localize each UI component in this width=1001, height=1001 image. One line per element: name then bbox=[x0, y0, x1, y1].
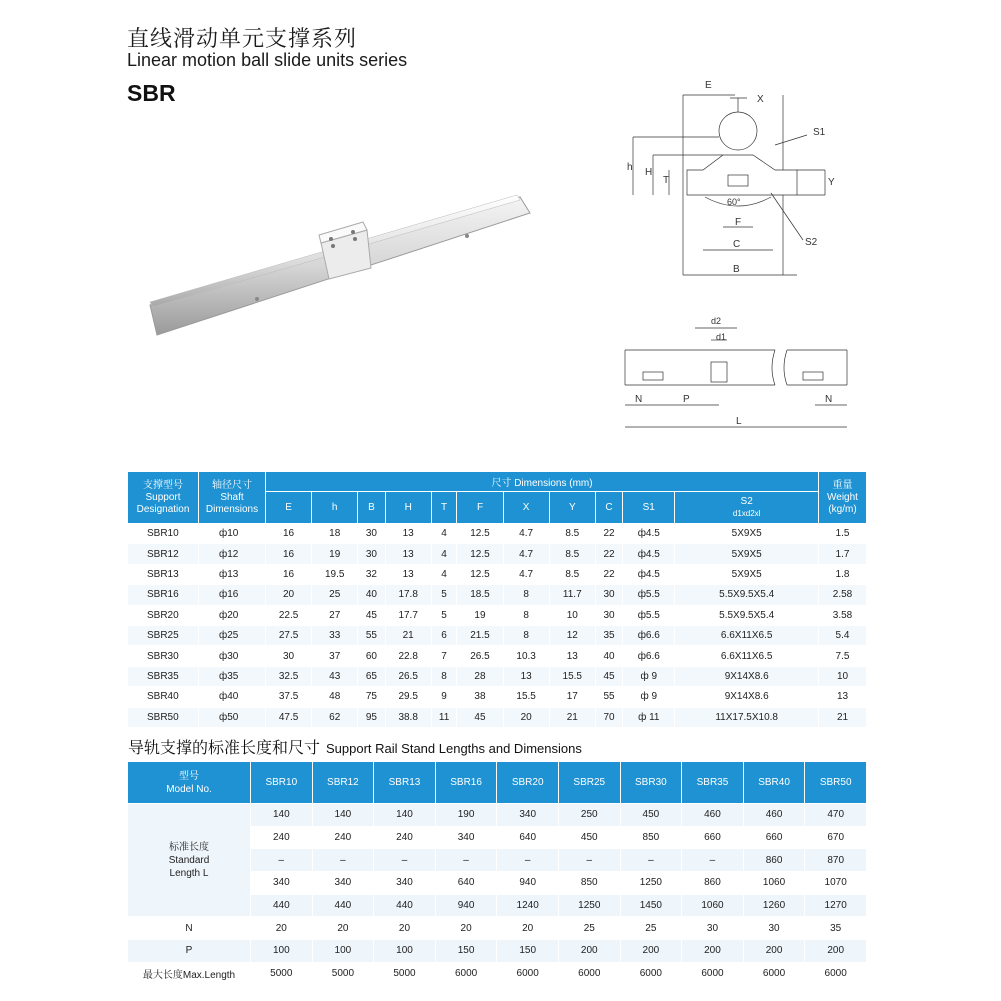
dimensions-cell: ф35 bbox=[199, 666, 266, 686]
label-angle: 60° bbox=[727, 197, 741, 207]
dimensions-cell: 4.7 bbox=[503, 564, 549, 584]
section2-title-en: Support Rail Stand Lengths and Dimensions bbox=[326, 741, 582, 756]
rail-lengths-cell: 1070 bbox=[805, 872, 867, 895]
rail-lengths-cell: 440 bbox=[251, 894, 313, 917]
dimensions-cell: ф 9 bbox=[623, 666, 675, 686]
dimensions-cell: ф6.6 bbox=[623, 625, 675, 645]
dimensions-row bbox=[128, 666, 867, 686]
dimensions-cell: 12 bbox=[549, 625, 595, 645]
rail-lengths-row bbox=[128, 940, 867, 963]
dimensions-cell: 21 bbox=[549, 707, 595, 727]
dimensions-row bbox=[128, 625, 867, 645]
dimensions-cell: 10.3 bbox=[503, 646, 549, 666]
dimensions-cell: 8 bbox=[503, 585, 549, 605]
dimensions-cell: 22.5 bbox=[266, 605, 312, 625]
rail-lengths-cell: 6000 bbox=[620, 962, 682, 985]
rail-lengths-cell: 20 bbox=[497, 917, 559, 940]
dimensions-cell: 18.5 bbox=[457, 585, 503, 605]
rail-lengths-cell: 940 bbox=[497, 872, 559, 895]
dimensions-cell: 8 bbox=[503, 605, 549, 625]
cross-section-diagram bbox=[625, 75, 855, 290]
dimensions-cell: ф6.6 bbox=[623, 646, 675, 666]
rail-lengths-cell: 30 bbox=[682, 917, 744, 940]
dimensions-cell: 33 bbox=[312, 625, 358, 645]
dimensions-cell: 8.5 bbox=[549, 524, 595, 544]
dimensions-cell: 16 bbox=[266, 564, 312, 584]
dimensions-cell: 38 bbox=[457, 687, 503, 707]
dimensions-cell: ф30 bbox=[199, 646, 266, 666]
dimensions-cell: 75 bbox=[358, 687, 385, 707]
dimensions-cell: 5 bbox=[431, 605, 457, 625]
col-x: X bbox=[503, 492, 549, 524]
rail-lengths-cell: 440 bbox=[312, 894, 374, 917]
dimensions-cell: 21.5 bbox=[457, 625, 503, 645]
dimensions-cell: 60 bbox=[358, 646, 385, 666]
rail-lengths-cell: 670 bbox=[805, 826, 867, 849]
rail-lengths-cell: 20 bbox=[374, 917, 436, 940]
dimensions-cell: 11X17.5X10.8 bbox=[675, 707, 819, 727]
rail-lengths-cell: 340 bbox=[497, 804, 559, 827]
dimensions-cell: 20 bbox=[503, 707, 549, 727]
row-label bbox=[128, 962, 251, 985]
dimensions-cell: 6.6X11X6.5 bbox=[675, 625, 819, 645]
dimensions-cell: 7.5 bbox=[819, 646, 867, 666]
dimensions-cell: 18 bbox=[312, 524, 358, 544]
rail-lengths-cell: 20 bbox=[312, 917, 374, 940]
rail-lengths-cell: 140 bbox=[312, 804, 374, 827]
model-head-3: SBR16 bbox=[435, 762, 497, 804]
rail-lengths-cell: 340 bbox=[312, 872, 374, 895]
rail-lengths-cell: – bbox=[312, 849, 374, 872]
dimensions-cell: 38.8 bbox=[385, 707, 431, 727]
dimensions-cell: 30 bbox=[358, 524, 385, 544]
dimensions-cell: 9 bbox=[431, 687, 457, 707]
page-title-english: Linear motion ball slide units series bbox=[127, 50, 408, 70]
dimensions-cell: 9X14X8.6 bbox=[675, 687, 819, 707]
rail-lengths-cell: 660 bbox=[743, 826, 805, 849]
rail-lengths-cell: 240 bbox=[374, 826, 436, 849]
col-head-model: 型号 Model No. bbox=[128, 762, 251, 804]
dimensions-cell: 19 bbox=[457, 605, 503, 625]
rail-lengths-row bbox=[128, 917, 867, 940]
dimensions-cell: 8 bbox=[503, 625, 549, 645]
label-l: L bbox=[736, 416, 742, 427]
dimensions-cell: SBR12 bbox=[128, 544, 199, 564]
dimensions-cell: 21 bbox=[819, 707, 867, 727]
model-head-2: SBR13 bbox=[374, 762, 436, 804]
col-f: F bbox=[457, 492, 503, 524]
dimensions-cell: 8 bbox=[431, 666, 457, 686]
dimensions-row bbox=[128, 524, 867, 544]
rail-lengths-cell: 150 bbox=[435, 940, 497, 963]
product-image bbox=[145, 175, 535, 345]
dimensions-cell: 10 bbox=[549, 605, 595, 625]
dimensions-cell: 1.5 bbox=[819, 524, 867, 544]
rail-lengths-cell: 200 bbox=[682, 940, 744, 963]
rail-lengths-cell: 20 bbox=[251, 917, 313, 940]
p-label: P bbox=[185, 945, 193, 957]
dimensions-cell: 26.5 bbox=[385, 666, 431, 686]
dimensions-cell: 45 bbox=[358, 605, 385, 625]
model-head-7: SBR35 bbox=[682, 762, 744, 804]
label-t: T bbox=[663, 175, 670, 186]
dimensions-cell: 95 bbox=[358, 707, 385, 727]
label-b: B bbox=[733, 264, 740, 275]
dimensions-cell: ф16 bbox=[199, 585, 266, 605]
rail-lengths-cell: 470 bbox=[805, 804, 867, 827]
dimensions-cell: 12.5 bbox=[457, 524, 503, 544]
dimensions-row bbox=[128, 646, 867, 666]
dimensions-cell: 1.8 bbox=[819, 564, 867, 584]
series-model: SBR bbox=[127, 80, 176, 106]
label-c: C bbox=[733, 239, 741, 250]
model-head-0: SBR10 bbox=[251, 762, 313, 804]
dimensions-cell: 13 bbox=[549, 646, 595, 666]
dimensions-cell: SBR30 bbox=[128, 646, 199, 666]
dimensions-cell: 35 bbox=[595, 625, 622, 645]
rail-lengths-cell: 240 bbox=[312, 826, 374, 849]
dimensions-cell: 16 bbox=[266, 544, 312, 564]
rail-lengths-cell: 240 bbox=[251, 826, 313, 849]
rail-lengths-cell: – bbox=[435, 849, 497, 872]
dimensions-cell: ф4.5 bbox=[623, 564, 675, 584]
dimensions-cell: 7 bbox=[431, 646, 457, 666]
col-y: Y bbox=[549, 492, 595, 524]
dimensions-cell: 22.8 bbox=[385, 646, 431, 666]
dimensions-table bbox=[127, 471, 867, 728]
rail-lengths-cell: 450 bbox=[558, 826, 620, 849]
dimensions-cell: 5X9X5 bbox=[675, 564, 819, 584]
dimensions-cell: 22 bbox=[595, 544, 622, 564]
col-e: E bbox=[266, 492, 312, 524]
model-head-8: SBR40 bbox=[743, 762, 805, 804]
dimensions-cell: 10 bbox=[819, 666, 867, 686]
dimensions-cell: 32.5 bbox=[266, 666, 312, 686]
dimensions-cell: 5.5X9.5X5.4 bbox=[675, 605, 819, 625]
dimensions-cell: ф10 bbox=[199, 524, 266, 544]
dimensions-cell: 27.5 bbox=[266, 625, 312, 645]
dimensions-cell: ф25 bbox=[199, 625, 266, 645]
label-f: F bbox=[735, 217, 742, 228]
col-t: T bbox=[431, 492, 457, 524]
dimensions-cell: SBR35 bbox=[128, 666, 199, 686]
label-s1: S1 bbox=[813, 127, 826, 138]
rail-lengths-cell: 200 bbox=[620, 940, 682, 963]
dimensions-cell: 26.5 bbox=[457, 646, 503, 666]
rail-lengths-cell: 1250 bbox=[558, 894, 620, 917]
dimensions-cell: 70 bbox=[595, 707, 622, 727]
dimensions-cell: 37 bbox=[312, 646, 358, 666]
model-head-5: SBR25 bbox=[558, 762, 620, 804]
rail-lengths-cell: 860 bbox=[682, 872, 744, 895]
label-n-right: N bbox=[825, 394, 833, 405]
rail-lengths-cell: 35 bbox=[805, 917, 867, 940]
dimensions-cell: 1.7 bbox=[819, 544, 867, 564]
section2-title-cn: 导轨支撑的标准长度和尺寸 bbox=[128, 740, 321, 757]
dimensions-cell: 4 bbox=[431, 564, 457, 584]
rail-lengths-cell: 25 bbox=[558, 917, 620, 940]
rail-lengths-cell: 6000 bbox=[743, 962, 805, 985]
rail-lengths-row bbox=[128, 804, 867, 827]
dimensions-row bbox=[128, 564, 867, 584]
rail-lengths-cell: – bbox=[251, 849, 313, 872]
col-s2: S2 d1xd2xl bbox=[675, 492, 819, 524]
dimensions-cell: 3.58 bbox=[819, 605, 867, 625]
dimensions-row bbox=[128, 544, 867, 564]
dimensions-cell: 30 bbox=[595, 605, 622, 625]
rail-lengths-cell: 340 bbox=[374, 872, 436, 895]
label-d2: d2 bbox=[711, 316, 722, 326]
col-b: B bbox=[358, 492, 385, 524]
model-head-9: SBR50 bbox=[805, 762, 867, 804]
model-head-4: SBR20 bbox=[497, 762, 559, 804]
dimensions-cell: 25 bbox=[312, 585, 358, 605]
col-head-designation: 支撑型号 Support Designation bbox=[128, 472, 199, 524]
dimensions-cell: 65 bbox=[358, 666, 385, 686]
dimensions-cell: 30 bbox=[266, 646, 312, 666]
dimensions-cell: 48 bbox=[312, 687, 358, 707]
dimensions-cell: 8.5 bbox=[549, 544, 595, 564]
dimensions-cell: 37.5 bbox=[266, 687, 312, 707]
label-h-big: H bbox=[645, 167, 653, 178]
dimensions-cell: 2.58 bbox=[819, 585, 867, 605]
rail-lengths-cell: 6000 bbox=[558, 962, 620, 985]
rail-lengths-cell: 6000 bbox=[497, 962, 559, 985]
rail-lengths-cell: 150 bbox=[497, 940, 559, 963]
dimensions-cell: 4.7 bbox=[503, 524, 549, 544]
dimensions-cell: 15.5 bbox=[503, 687, 549, 707]
rail-lengths-cell: 1270 bbox=[805, 894, 867, 917]
row-label bbox=[128, 940, 251, 963]
dimensions-cell: ф50 bbox=[199, 707, 266, 727]
rail-lengths-row bbox=[128, 962, 867, 985]
rail-lengths-cell: 100 bbox=[374, 940, 436, 963]
dimensions-cell: 9X14X8.6 bbox=[675, 666, 819, 686]
rail-lengths-cell: 6000 bbox=[805, 962, 867, 985]
rail-lengths-cell: 100 bbox=[251, 940, 313, 963]
col-h-big: H bbox=[385, 492, 431, 524]
col-c: C bbox=[595, 492, 622, 524]
rail-lengths-cell: 640 bbox=[497, 826, 559, 849]
rail-lengths-cell: 340 bbox=[435, 826, 497, 849]
rail-lengths-cell: 850 bbox=[620, 826, 682, 849]
dimensions-cell: 16 bbox=[266, 524, 312, 544]
dimensions-cell: 22 bbox=[595, 564, 622, 584]
model-head-6: SBR30 bbox=[620, 762, 682, 804]
dimensions-row bbox=[128, 585, 867, 605]
col-s1: S1 bbox=[623, 492, 675, 524]
dimensions-cell: 13 bbox=[819, 687, 867, 707]
dimensions-cell: 6.6X11X6.5 bbox=[675, 646, 819, 666]
dimensions-cell: 30 bbox=[358, 544, 385, 564]
dimensions-cell: 13 bbox=[385, 564, 431, 584]
rail-lengths-cell: 25 bbox=[620, 917, 682, 940]
dimensions-cell: 45 bbox=[595, 666, 622, 686]
dimensions-cell: 21 bbox=[385, 625, 431, 645]
n-label: N bbox=[185, 922, 193, 934]
rail-lengths-cell: – bbox=[374, 849, 436, 872]
dimensions-cell: 55 bbox=[358, 625, 385, 645]
dimensions-cell: 28 bbox=[457, 666, 503, 686]
dimensions-cell: 13 bbox=[385, 544, 431, 564]
rail-lengths-cell: 5000 bbox=[312, 962, 374, 985]
dimensions-cell: ф 11 bbox=[623, 707, 675, 727]
dimensions-cell: 47.5 bbox=[266, 707, 312, 727]
label-p: P bbox=[683, 394, 690, 405]
dimensions-cell: 6 bbox=[431, 625, 457, 645]
dimensions-cell: 29.5 bbox=[385, 687, 431, 707]
dimensions-cell: 4 bbox=[431, 544, 457, 564]
side-view-diagram bbox=[615, 310, 860, 435]
rail-lengths-cell: 1060 bbox=[743, 872, 805, 895]
label-n-left: N bbox=[635, 394, 643, 405]
rail-lengths-table bbox=[127, 761, 867, 986]
dimensions-cell: SBR20 bbox=[128, 605, 199, 625]
dimensions-cell: 40 bbox=[595, 646, 622, 666]
dimensions-cell: 15.5 bbox=[549, 666, 595, 686]
dimensions-cell: 62 bbox=[312, 707, 358, 727]
rail-lengths-cell: 6000 bbox=[682, 962, 744, 985]
rail-lengths-cell: 1450 bbox=[620, 894, 682, 917]
rail-lengths-cell: 30 bbox=[743, 917, 805, 940]
rail-lengths-table-body bbox=[128, 804, 867, 986]
col-head-weight: 重量 Weight (kg/m) bbox=[819, 472, 867, 524]
dimensions-cell: 19 bbox=[312, 544, 358, 564]
rail-lengths-cell: 140 bbox=[374, 804, 436, 827]
dimensions-cell: 45 bbox=[457, 707, 503, 727]
dimensions-cell: 4.7 bbox=[503, 544, 549, 564]
dimensions-cell: SBR13 bbox=[128, 564, 199, 584]
label-y: Y bbox=[828, 177, 835, 188]
row-label bbox=[128, 917, 251, 940]
dimensions-cell: 30 bbox=[595, 585, 622, 605]
dimensions-cell: SBR50 bbox=[128, 707, 199, 727]
rail-lengths-cell: 190 bbox=[435, 804, 497, 827]
col-head-shaft: 轴径尺寸 Shaft Dimensions bbox=[199, 472, 266, 524]
dimensions-cell: 8.5 bbox=[549, 564, 595, 584]
rail-lengths-cell: 1260 bbox=[743, 894, 805, 917]
rail-lengths-cell: 200 bbox=[558, 940, 620, 963]
dimensions-cell: ф4.5 bbox=[623, 544, 675, 564]
rail-lengths-cell: 860 bbox=[743, 849, 805, 872]
dimensions-cell: 5.5X9.5X5.4 bbox=[675, 585, 819, 605]
rail-lengths-cell: 450 bbox=[620, 804, 682, 827]
dimensions-row bbox=[128, 707, 867, 727]
dimensions-cell: ф5.5 bbox=[623, 605, 675, 625]
rail-lengths-cell: 340 bbox=[251, 872, 313, 895]
max-length-label: 最大长度Max.Length bbox=[142, 970, 236, 982]
rail-lengths-cell: 660 bbox=[682, 826, 744, 849]
standard-length-label: 标准长度 Standard Length L bbox=[168, 841, 210, 879]
rail-lengths-cell: – bbox=[558, 849, 620, 872]
dimensions-cell: ф5.5 bbox=[623, 585, 675, 605]
dimensions-cell: SBR25 bbox=[128, 625, 199, 645]
page-title-chinese: 直线滑动单元支撑系列 bbox=[127, 26, 358, 51]
rail-lengths-cell: 5000 bbox=[251, 962, 313, 985]
dimensions-cell: 19.5 bbox=[312, 564, 358, 584]
col-head-dimensions: 尺寸 Dimensions (mm) bbox=[266, 472, 819, 492]
dimensions-cell: 13 bbox=[503, 666, 549, 686]
rail-lengths-cell: – bbox=[682, 849, 744, 872]
rail-lengths-cell: 200 bbox=[805, 940, 867, 963]
dimensions-cell: ф40 bbox=[199, 687, 266, 707]
dimensions-cell: 12.5 bbox=[457, 564, 503, 584]
dimensions-row bbox=[128, 687, 867, 707]
rail-lengths-cell: 140 bbox=[251, 804, 313, 827]
rail-lengths-cell: 460 bbox=[743, 804, 805, 827]
model-head-1: SBR12 bbox=[312, 762, 374, 804]
dimensions-cell: 5X9X5 bbox=[675, 524, 819, 544]
dimensions-cell: 5X9X5 bbox=[675, 544, 819, 564]
rail-lengths-cell: 440 bbox=[374, 894, 436, 917]
rail-lengths-cell: 940 bbox=[435, 894, 497, 917]
label-e: E bbox=[705, 80, 712, 91]
rail-lengths-cell: 640 bbox=[435, 872, 497, 895]
rail-lengths-cell: 20 bbox=[435, 917, 497, 940]
dimensions-cell: 13 bbox=[385, 524, 431, 544]
rail-lengths-cell: 100 bbox=[312, 940, 374, 963]
dimensions-cell: 4 bbox=[431, 524, 457, 544]
rail-lengths-cell: 1240 bbox=[497, 894, 559, 917]
dimensions-cell: 20 bbox=[266, 585, 312, 605]
row-label bbox=[128, 804, 251, 917]
dimensions-cell: ф20 bbox=[199, 605, 266, 625]
dimensions-cell: 17.8 bbox=[385, 585, 431, 605]
rail-lengths-cell: 1250 bbox=[620, 872, 682, 895]
rail-lengths-cell: 200 bbox=[743, 940, 805, 963]
dimensions-cell: 55 bbox=[595, 687, 622, 707]
dimensions-cell: SBR16 bbox=[128, 585, 199, 605]
rail-lengths-cell: 5000 bbox=[374, 962, 436, 985]
rail-lengths-cell: 250 bbox=[558, 804, 620, 827]
dimensions-cell: 43 bbox=[312, 666, 358, 686]
dimensions-cell: ф12 bbox=[199, 544, 266, 564]
dimensions-cell: ф13 bbox=[199, 564, 266, 584]
dimensions-table-body bbox=[128, 524, 867, 728]
dimensions-cell: 11 bbox=[431, 707, 457, 727]
dimensions-cell: SBR40 bbox=[128, 687, 199, 707]
section2-title bbox=[128, 735, 582, 758]
rail-lengths-cell: 6000 bbox=[435, 962, 497, 985]
rail-lengths-cell: 870 bbox=[805, 849, 867, 872]
rail-lengths-cell: – bbox=[497, 849, 559, 872]
label-s2: S2 bbox=[805, 237, 818, 248]
dimensions-cell: 12.5 bbox=[457, 544, 503, 564]
dimensions-cell: 17 bbox=[549, 687, 595, 707]
rail-lengths-cell: 850 bbox=[558, 872, 620, 895]
dimensions-cell: ф4.5 bbox=[623, 524, 675, 544]
dimensions-row bbox=[128, 605, 867, 625]
dimensions-cell: SBR10 bbox=[128, 524, 199, 544]
label-h-small: h bbox=[627, 162, 633, 173]
dimensions-cell: 5 bbox=[431, 585, 457, 605]
dimensions-cell: 17.7 bbox=[385, 605, 431, 625]
rail-lengths-cell: 460 bbox=[682, 804, 744, 827]
dimensions-cell: 40 bbox=[358, 585, 385, 605]
dimensions-cell: 22 bbox=[595, 524, 622, 544]
rail-lengths-cell: – bbox=[620, 849, 682, 872]
label-d1: d1 bbox=[716, 332, 727, 342]
dimensions-cell: 32 bbox=[358, 564, 385, 584]
dimensions-cell: 5.4 bbox=[819, 625, 867, 645]
label-x: X bbox=[757, 94, 764, 105]
dimensions-cell: 11.7 bbox=[549, 585, 595, 605]
rail-lengths-cell: 1060 bbox=[682, 894, 744, 917]
dimensions-cell: 27 bbox=[312, 605, 358, 625]
col-h-small: h bbox=[312, 492, 358, 524]
dimensions-cell: ф 9 bbox=[623, 687, 675, 707]
